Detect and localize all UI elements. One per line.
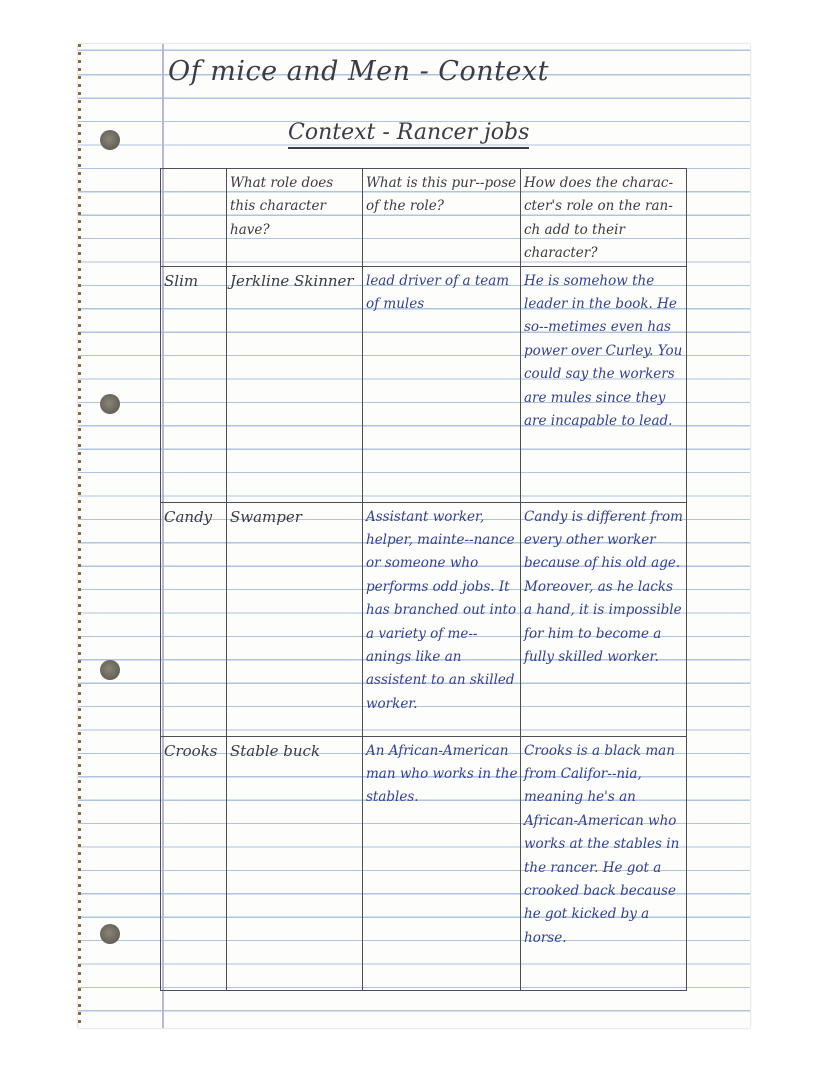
punch-hole-icon: [100, 660, 120, 680]
character-name: Crooks: [161, 736, 227, 990]
character-role: Swamper: [227, 502, 363, 736]
role-effect: He is somehow the leader in the book. He so--metimes even has power over Curley. You could say the workers are mules since they are incapable to lead.: [521, 266, 687, 502]
character-role: Stable buck: [227, 736, 363, 990]
page-subtitle: Context - Rancer jobs: [288, 120, 529, 149]
column-header-role: What role does this character have?: [227, 169, 363, 267]
table-row: [161, 266, 687, 502]
column-header-effect: How does the charac-cter's role on the ran-ch add to their character?: [521, 169, 687, 267]
table-row: [161, 502, 687, 736]
table-header-row: [161, 169, 687, 267]
punch-hole-icon: [100, 394, 120, 414]
punch-hole-icon: [100, 924, 120, 944]
column-header-purpose: What is this pur--pose of the role?: [363, 169, 521, 267]
role-purpose: An African-American man who works in the stables.: [363, 736, 521, 990]
binding-edge: [78, 44, 81, 1028]
character-role: Jerkline Skinner: [227, 266, 363, 502]
role-purpose: Assistant worker, helper, mainte--nance or someone who performs odd jobs. It has branched out into a variety of me--anings like an assistent to an skilled worker.: [363, 502, 521, 736]
role-effect: Crooks is a black man from Califor--nia, meaning he's an African-American who works at the stables in the rancer. He got a crooked back because he got kicked by a horse.: [521, 736, 687, 990]
context-table: [160, 168, 687, 991]
notebook-page: [78, 44, 750, 1028]
character-name: Slim: [161, 266, 227, 502]
table-row: [161, 736, 687, 990]
role-purpose: lead driver of a team of mules: [363, 266, 521, 502]
role-effect: Candy is different from every other worker because of his old age. Moreover, as he lacks a hand, it is impossible for him to become a fully skilled worker.: [521, 502, 687, 736]
character-name: Candy: [161, 502, 227, 736]
column-header-blank: [161, 169, 227, 267]
page-title: Of mice and Men - Context: [168, 56, 549, 87]
punch-hole-icon: [100, 130, 120, 150]
